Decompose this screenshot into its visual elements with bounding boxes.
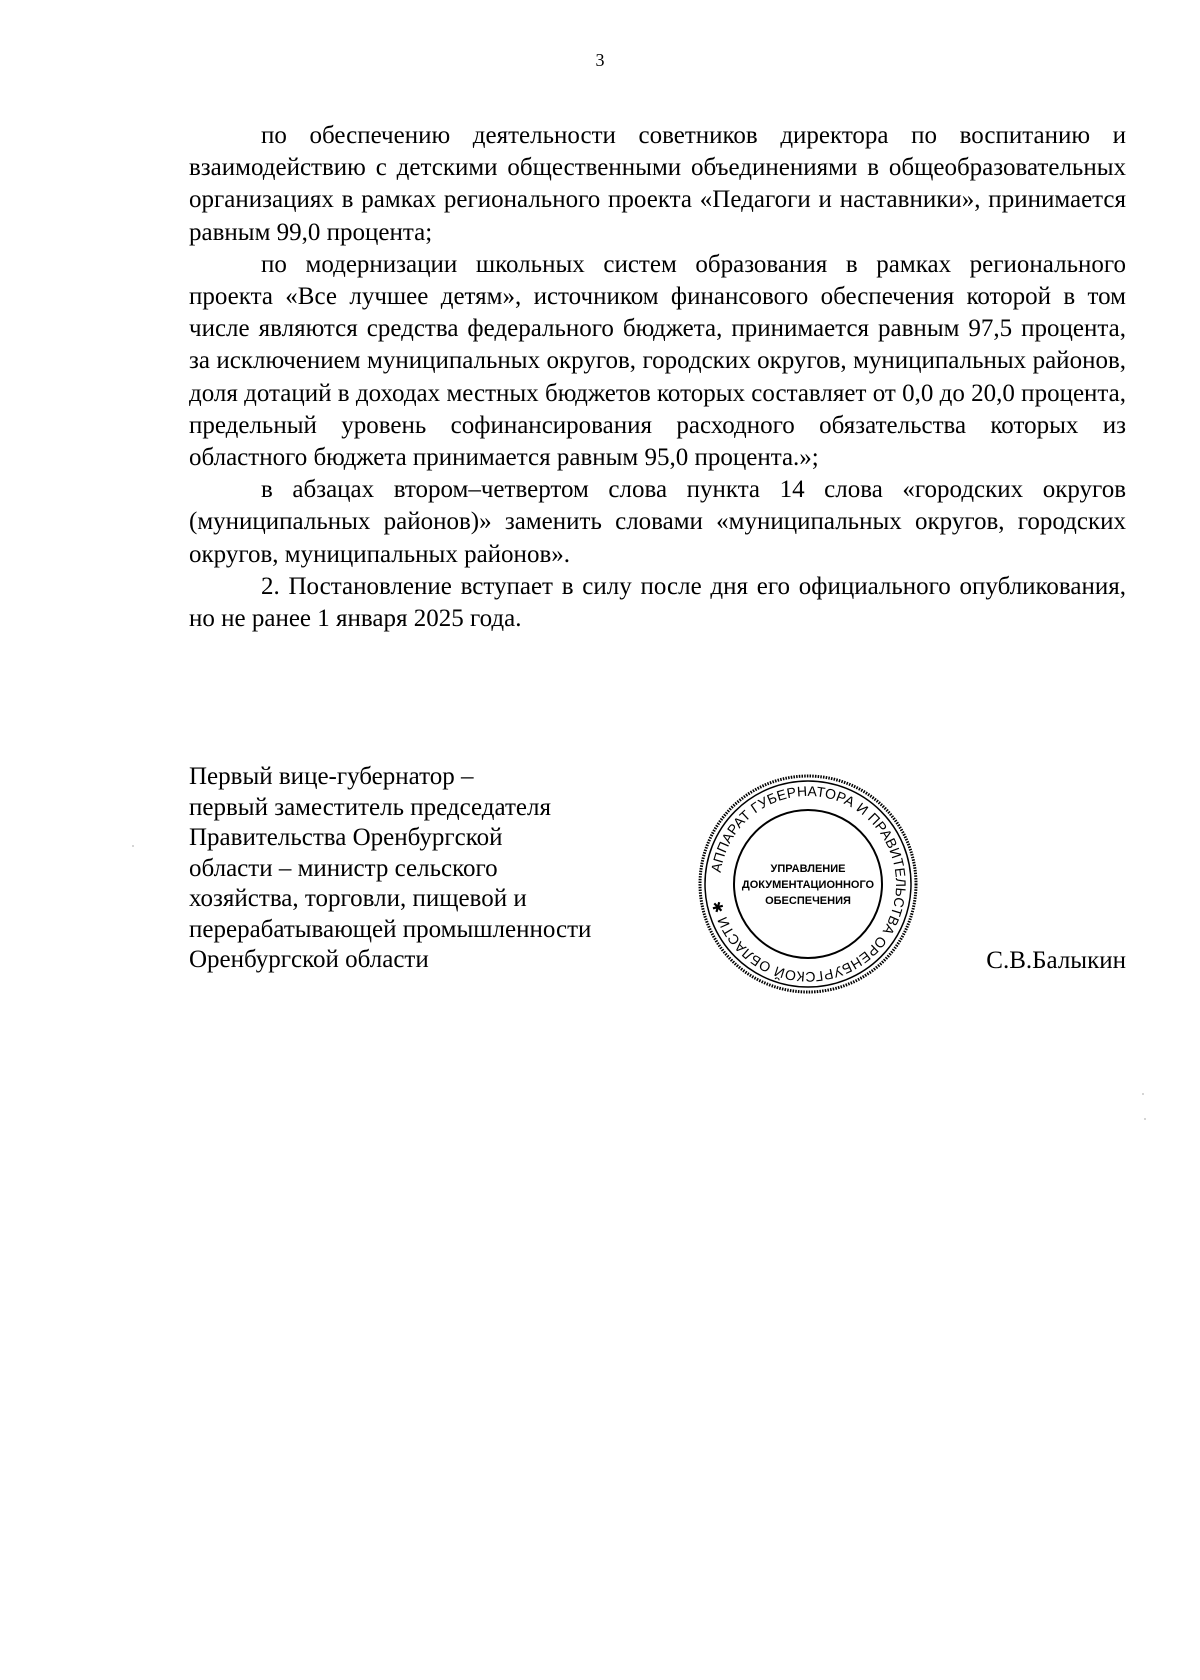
official-seal [696, 772, 920, 996]
signatory-title-line: перерабатывающей промышленности [189, 915, 592, 943]
scan-speck [1144, 1118, 1146, 1120]
document-body [189, 120, 1126, 635]
scan-speck [1142, 1093, 1144, 1095]
paragraph: 2. Постановление вступает в силу после дня его официального опубликования, но не ранее 1 января 2025 года. [189, 572, 1126, 633]
paragraph: по модернизации школьных систем образования в рамках регионального проекта «Все лучшее детям», источником финансового обеспечения которой в том числе являются средства федерального бюджета, принимается равным 97,5 процента, за исключением муниципальных округов, городских округов, муниципальных районов, доля дотаций в доходах местных бюджетов которых составляет от 0,0 до 20,0 процента, предельный уровень софинансирования расходного обязательства которых из областного бюджета принимается равным 95,0 процента.»; [189, 250, 1126, 472]
paragraph: по обеспечению деятельности советников директора по воспитанию и взаимодействию с детскими общественными объединениями в общеобразовательных организациях в рамках регионального проекта «Педагоги и наставники», принимается равным 99,0 процента; [189, 122, 1126, 246]
paragraph: в абзацах втором–четвертом слова пункта 14 слова «городских округов (муниципальных районов)» заменить словами «муниципальных округов, городских округов, муниципальных районов». [189, 476, 1126, 568]
signatory-title-line: Первый вице-губернатор – [189, 763, 474, 790]
page-number: 3 [595, 50, 605, 70]
signatory-title-line: области – министр сельского [189, 854, 498, 882]
signer-name: С.В.Балыкин [986, 947, 1126, 974]
seal-inner-line: ДОКУМЕНТАЦИОННОГО [741, 879, 875, 891]
signatory-title-block [189, 762, 669, 976]
seal-ring-text: АППАРАТ ГУБЕРНАТОРА И ПРАВИТЕЛЬСТВА ОРЕНБУРГСКОЙ ОБЛАСТИ ✱ [707, 782, 910, 986]
signatory-title-line: Правительства Оренбургской [189, 824, 503, 851]
signatory-title-line: Оренбургской области [189, 946, 429, 973]
scan-speck [132, 845, 134, 847]
seal-inner-line: ОБЕСПЕЧЕНИЯ [765, 895, 851, 907]
signatory-title-line: первый заместитель председателя [189, 793, 551, 821]
signatory-title-line: хозяйства, торговли, пищевой и [189, 885, 527, 912]
seal-inner-line: УПРАВЛЕНИЕ [770, 863, 846, 875]
